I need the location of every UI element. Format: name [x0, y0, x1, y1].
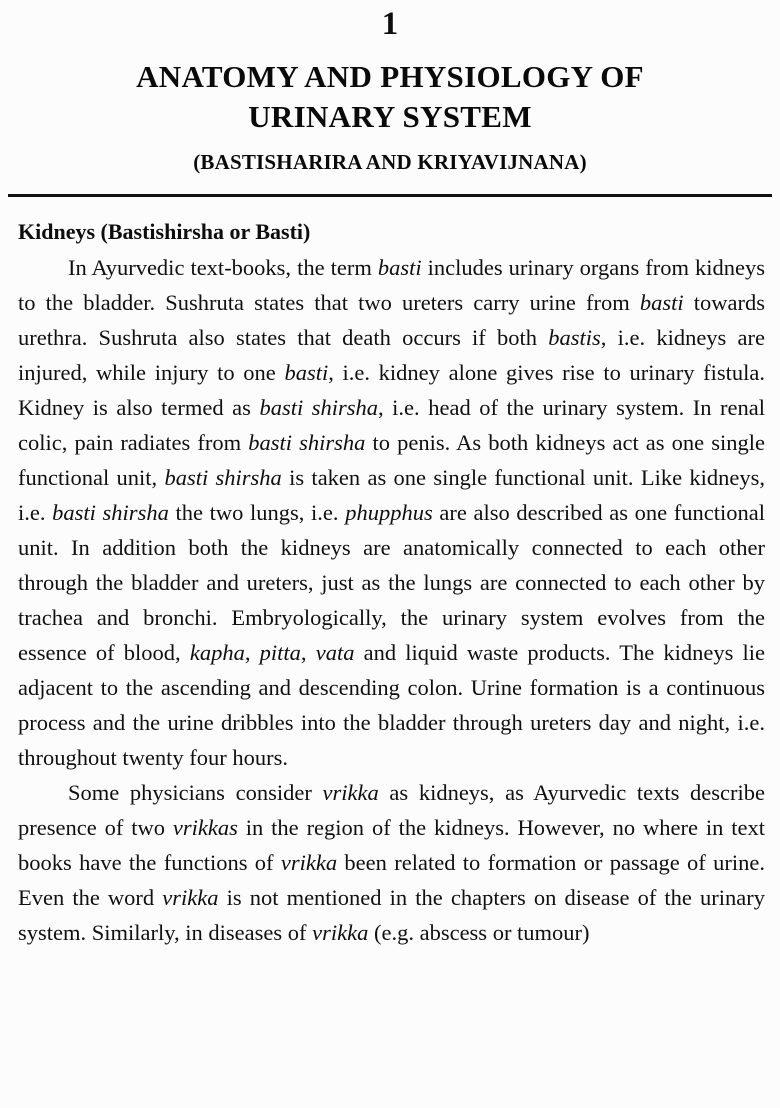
- chapter-title-block: [0, 57, 780, 177]
- paragraph-basti: In Ayurvedic text-books, the term basti includes urinary organs from kidneys to the bladder. Sushruta states that two ureters carry urine from basti towards urethra. Sushruta also states that death occurs if both bastis, i.e. kidneys are injured, while injury to one basti, i.e. kidney alone gives rise to urinary fistula. Kidney is also termed as basti shirsha, i.e. head of the urinary system. In renal colic, pain radiates from basti shirsha to penis. As both kidneys act as one single functional unit, basti shirsha is taken as one single functional unit. Like kidneys, i.e. basti shirsha the two lungs, i.e. phupphus are also described as one functional unit. In addition both the kidneys are anatomically connected to each other through the bladder and ureters, just as the lungs are connected to each other by trachea and bronchi. Embryologically, the urinary system evolves from the essence of blood, kapha, pitta, vata and liquid waste products. The kidneys lie adjacent to the ascending and descending colon. Urine formation is a continuous process and the urine dribbles into the bladder through ureters day and night, i.e. throughout twenty four hours.: [18, 255, 766, 770]
- header-divider-rule: [8, 194, 772, 197]
- chapter-number: 1: [381, 6, 399, 42]
- section-heading-kidneys: Kidneys (Bastishirsha or Basti): [18, 219, 311, 244]
- paragraph-vrikka: Some physicians consider vrikka as kidneys, as Ayurvedic texts describe presence of two vrikkas in the region of the kidneys. However, no where in text books have the functions of vrikka been related to formation or passage of urine. Even the word vrikka is not mentioned in the chapters on disease of the urinary system. Similarly, in diseases of vrikka (e.g. abscess or tumour): [18, 780, 765, 945]
- chapter-title-line-2: URINARY SYSTEM: [248, 99, 532, 134]
- chapter-title-line-1: ANATOMY AND PHYSIOLOGY OF: [136, 59, 644, 94]
- body-text-area: [18, 217, 765, 950]
- chapter-subtitle: (BASTISHARIRA AND KRIYAVIJNANA): [193, 150, 587, 174]
